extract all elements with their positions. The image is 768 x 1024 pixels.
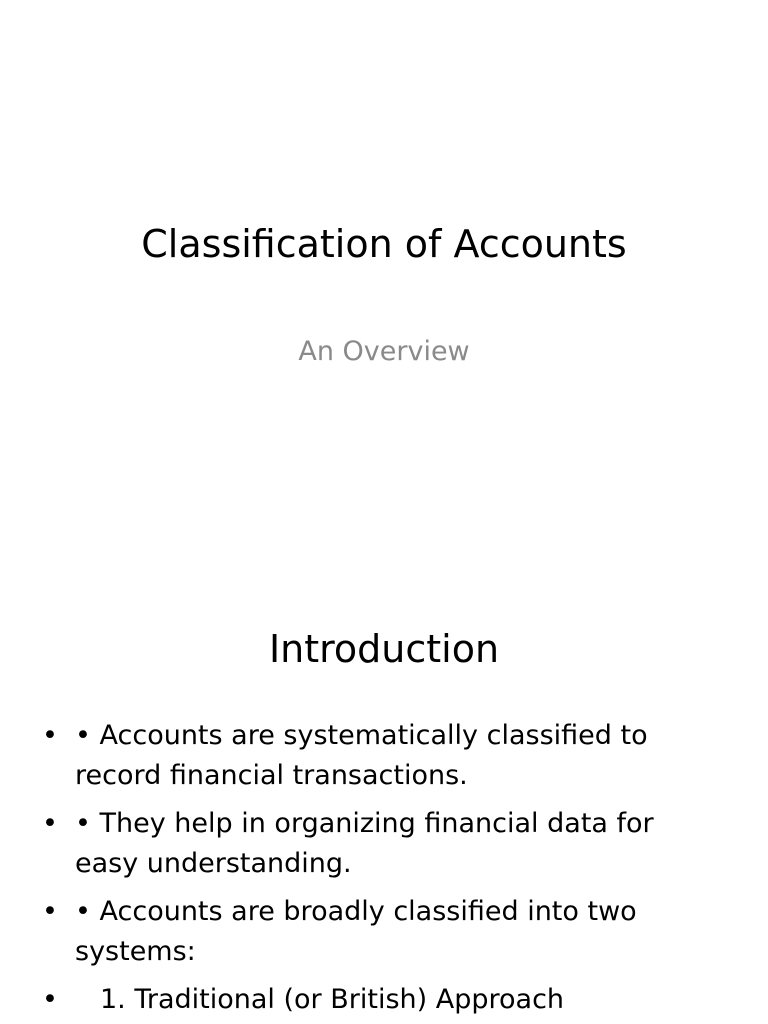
bullet-text: • Accounts are systematically classified to record financial transactions. <box>75 720 648 791</box>
bullet-text: • Accounts are broadly classified into two systems: <box>75 896 637 967</box>
bullet-item <box>40 892 715 972</box>
bullet-icon: • <box>42 896 58 927</box>
bullet-item <box>40 716 715 796</box>
slide-introduction <box>0 576 768 1024</box>
bullet-icon: • <box>42 720 58 751</box>
bullet-item <box>40 980 715 1020</box>
bullet-list <box>40 716 740 1024</box>
slide-1-subtitle: An Overview <box>298 336 470 367</box>
bullet-text: 1. Traditional (or British) Approach <box>100 984 565 1015</box>
bullet-text: • They help in organizing financial data for easy understanding. <box>75 808 654 879</box>
bullet-icon: • <box>42 984 58 1015</box>
slide-1-title: Classification of Accounts <box>141 222 627 266</box>
slide-2-title: Introduction <box>268 627 500 671</box>
bullet-icon: • <box>42 808 58 839</box>
bullet-item <box>40 804 715 884</box>
